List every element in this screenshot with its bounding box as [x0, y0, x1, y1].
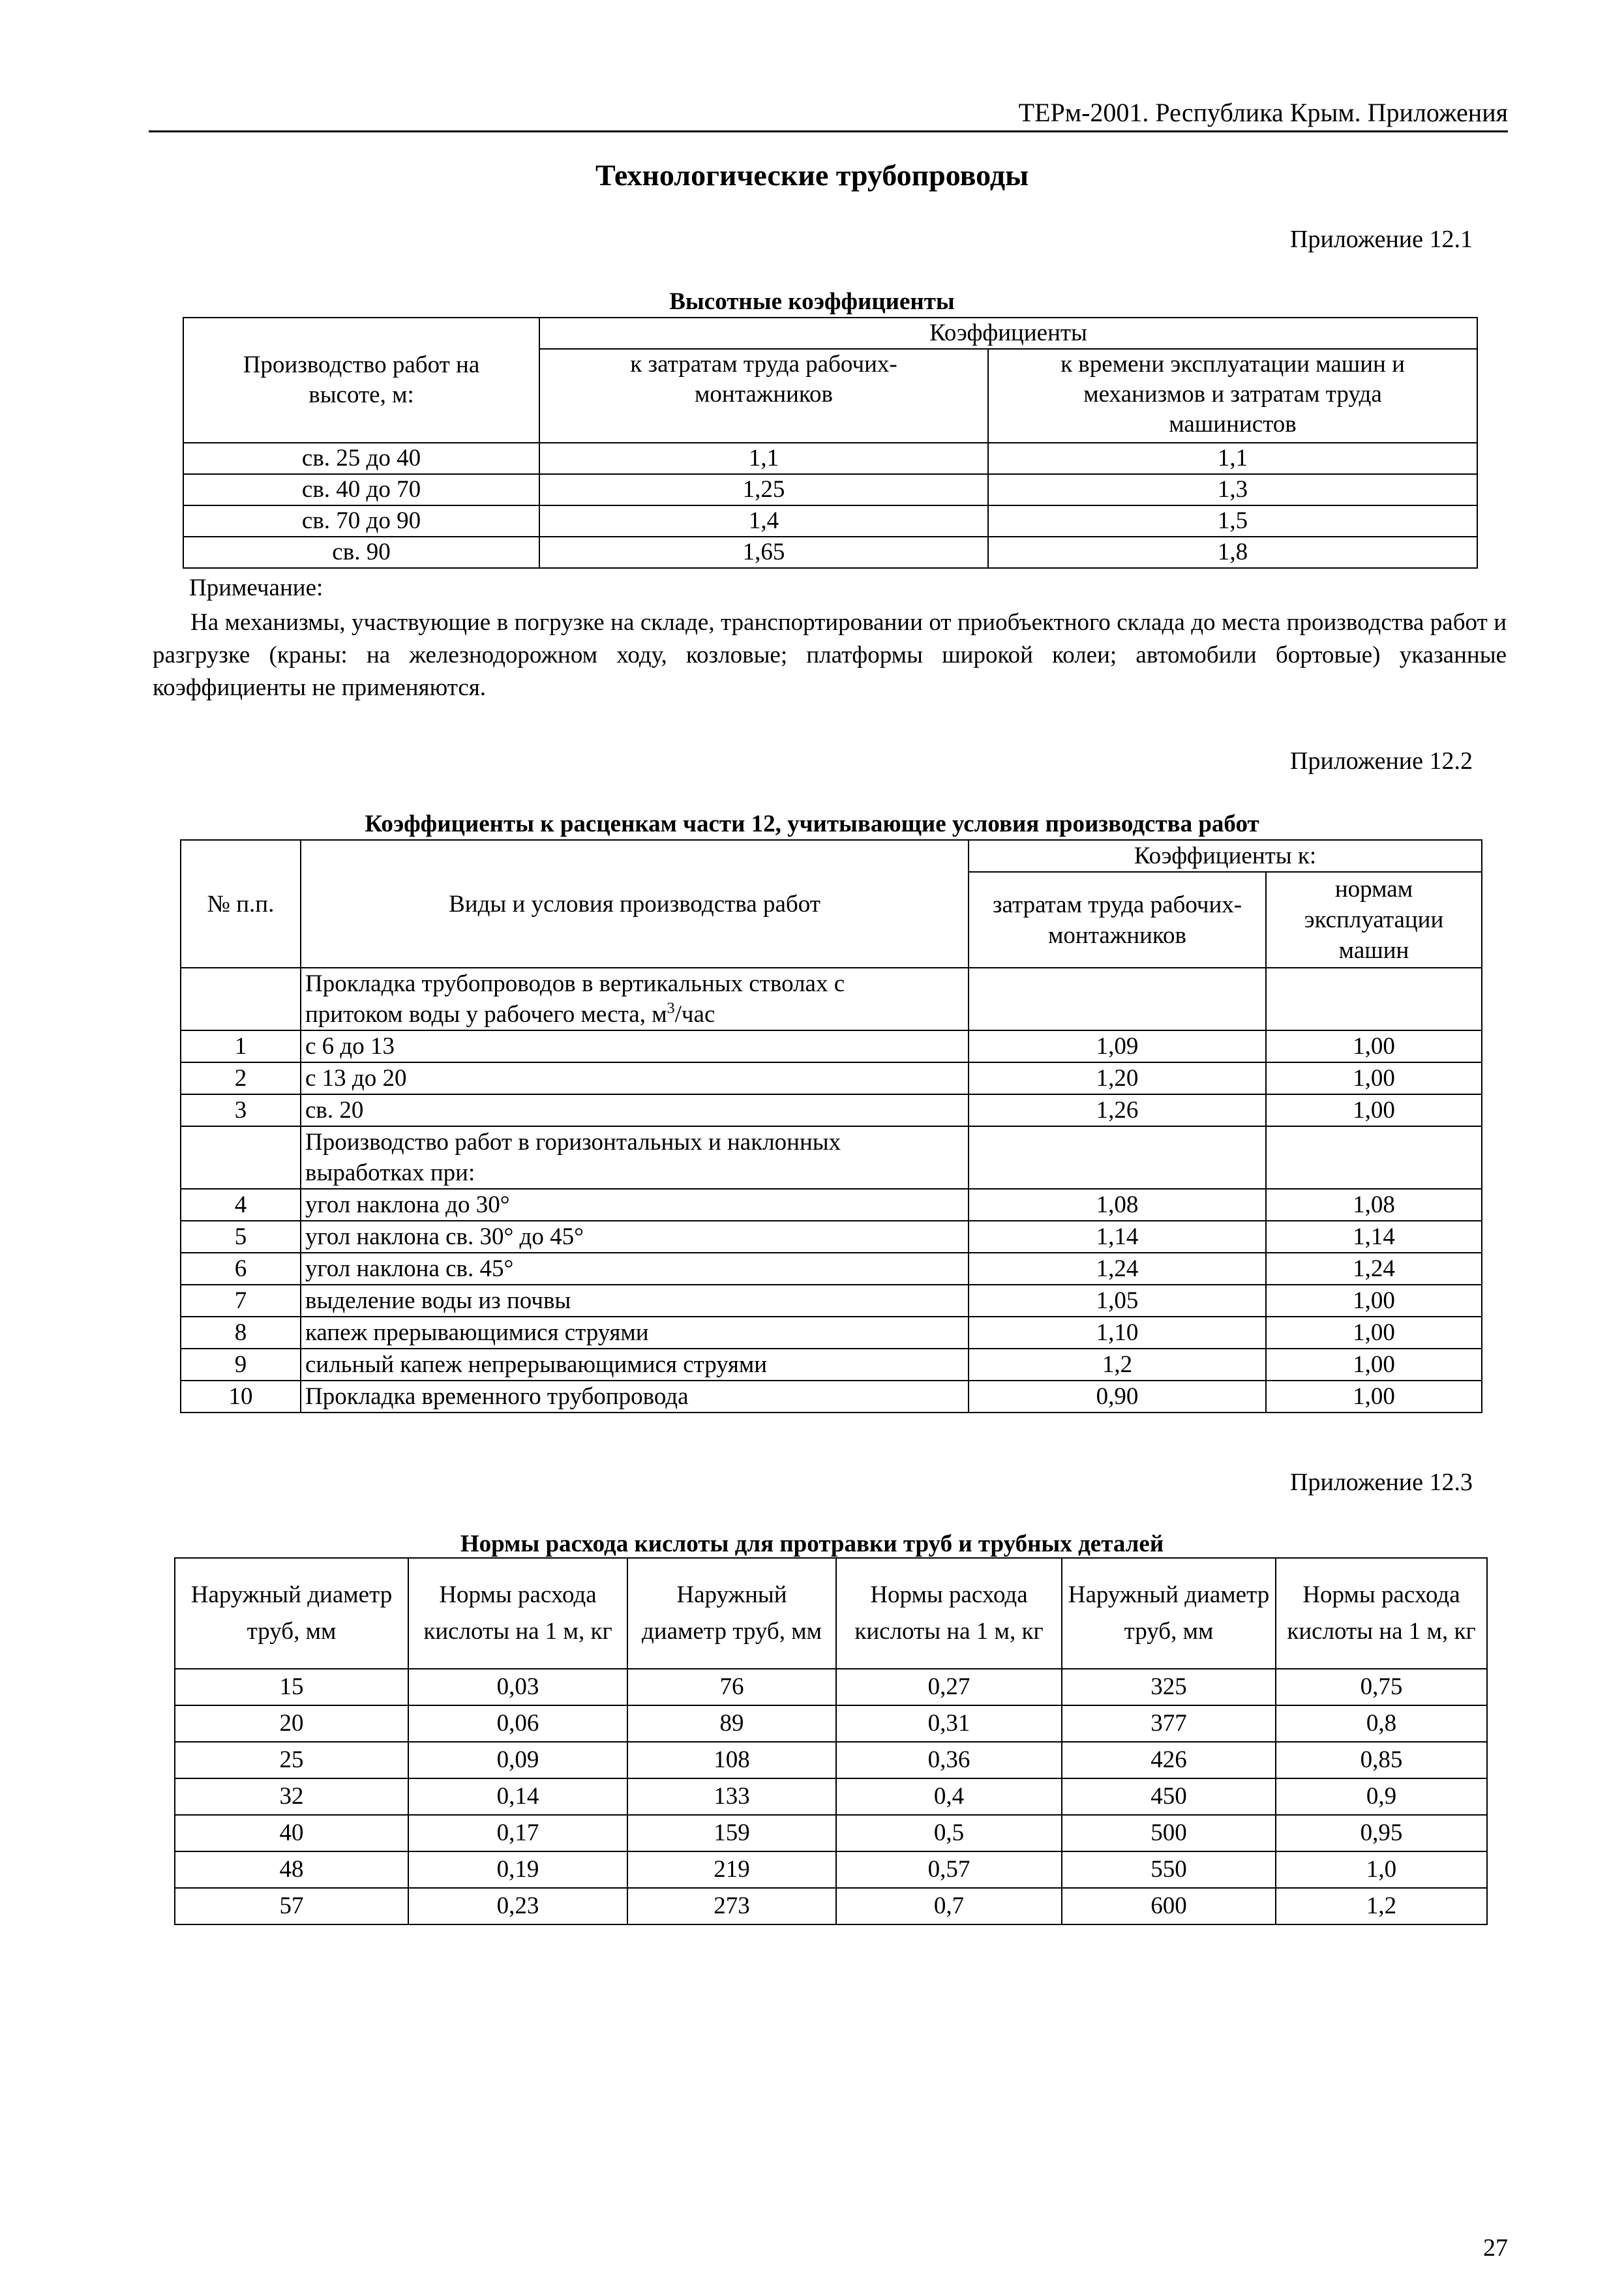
- table-cell: сильный капеж непрерывающимися струями: [301, 1349, 969, 1381]
- table-row: [175, 1669, 1487, 1705]
- table-header-cell: Нормы расхода кислоты на 1 м, кг: [836, 1558, 1062, 1669]
- table-cell: 1,24: [1266, 1253, 1482, 1285]
- table-cell: 1,00: [1266, 1285, 1482, 1317]
- table-row: [175, 1888, 1487, 1924]
- table-cell: 1,26: [969, 1094, 1266, 1126]
- table-cell: св. 90: [183, 537, 539, 568]
- note-label: Примечание:: [189, 575, 323, 601]
- table-cell: 450: [1062, 1778, 1276, 1815]
- table-cell: 25: [175, 1742, 408, 1778]
- table-cell: 108: [627, 1742, 836, 1778]
- table-row: [181, 1381, 1482, 1413]
- table-cell: 1,00: [1266, 1062, 1482, 1094]
- table-cell: 0,8: [1276, 1705, 1487, 1742]
- note-text: На механизмы, участвующие в погрузке на складе, транспортировании от приобъектного склада до места производства работ и разгрузке (краны: на железнодорожном ходу, козловые; платформы широкой колеи; автомобили бортовые) указанные коэффициенты не применяются.: [153, 609, 1507, 701]
- table-cell: 0,19: [408, 1851, 627, 1888]
- table-header-group: Коэффициенты: [539, 318, 1477, 349]
- table-cell: св. 70 до 90: [183, 505, 539, 537]
- appendix-12-2-caption: Коэффициенты к расценкам части 12, учитывающие условия производства работ: [365, 811, 1259, 837]
- table-header-cell: Виды и условия производства работ: [301, 840, 969, 968]
- table-cell: угол наклона св. 45°: [301, 1253, 969, 1285]
- section-row-label: Производство работ в горизонтальных и наклонных выработках при:: [301, 1126, 969, 1189]
- table-cell: 219: [627, 1851, 836, 1888]
- table-cell: 377: [1062, 1705, 1276, 1742]
- table-cell: 0,9: [1276, 1778, 1487, 1815]
- table-row: [183, 505, 1477, 537]
- table-cell: Прокладка временного трубопровода: [301, 1381, 969, 1413]
- table-cell: угол наклона св. 30° до 45°: [301, 1221, 969, 1253]
- table-header-cell: Нормы расхода кислоты на 1 м, кг: [408, 1558, 627, 1669]
- table-cell: 6: [181, 1253, 301, 1285]
- table-cell: 0,09: [408, 1742, 627, 1778]
- table-cell: 1: [181, 1030, 301, 1062]
- table-cell: 4: [181, 1189, 301, 1221]
- table-cell: 1,05: [969, 1285, 1266, 1317]
- table-cell: 7: [181, 1285, 301, 1317]
- appendix-12-1-caption: Высотные коэффициенты: [669, 288, 955, 315]
- height-coefficients-table: [183, 317, 1478, 569]
- table-row: [183, 474, 1477, 505]
- table-cell: 10: [181, 1381, 301, 1413]
- table-cell: 1,5: [988, 505, 1477, 537]
- table-cell: выделение воды из почвы: [301, 1285, 969, 1317]
- table-header-cell: Нормы расхода кислоты на 1 м, кг: [1276, 1558, 1487, 1669]
- table-cell: св. 25 до 40: [183, 443, 539, 474]
- acid-norms-table: [174, 1557, 1488, 1925]
- table-cell: 1,2: [1276, 1888, 1487, 1924]
- table-cell: 0,95: [1276, 1815, 1487, 1851]
- table-cell: 1,00: [1266, 1349, 1482, 1381]
- table-cell: 0,75: [1276, 1669, 1487, 1705]
- table-header-cell: Производство работ на высоте, м:: [183, 318, 539, 443]
- table-cell: 0,31: [836, 1705, 1062, 1742]
- header-rule: [149, 130, 1508, 132]
- table-row: [183, 537, 1477, 568]
- table-cell: 0,36: [836, 1742, 1062, 1778]
- table-cell: 1,2: [969, 1349, 1266, 1381]
- table-cell: 1,10: [969, 1317, 1266, 1349]
- table-cell: 1,3: [988, 474, 1477, 505]
- table-cell: 1,1: [988, 443, 1477, 474]
- table-cell: 8: [181, 1317, 301, 1349]
- table-cell: 1,24: [969, 1253, 1266, 1285]
- table-cell: 1,08: [1266, 1189, 1482, 1221]
- table-cell: 89: [627, 1705, 836, 1742]
- table-row: [181, 1253, 1482, 1285]
- work-conditions-table: [180, 839, 1482, 1413]
- table-cell: 1,0: [1276, 1851, 1487, 1888]
- table-cell: 1,09: [969, 1030, 1266, 1062]
- appendix-12-2-label: Приложение 12.2: [1290, 747, 1473, 775]
- table-cell: 9: [181, 1349, 301, 1381]
- table-header-cell: к времени эксплуатации машин и механизмов и затратам труда машинистов: [988, 349, 1477, 443]
- table-cell: 5: [181, 1221, 301, 1253]
- table-row: [175, 1851, 1487, 1888]
- document-title: Технологические трубопроводы: [595, 158, 1029, 192]
- table-row: [181, 1317, 1482, 1349]
- table-row: [181, 1062, 1482, 1094]
- table-cell: 1,00: [1266, 1317, 1482, 1349]
- table-row: [181, 1094, 1482, 1126]
- table-row: [181, 1030, 1482, 1062]
- table-cell: св. 40 до 70: [183, 474, 539, 505]
- table-row: [181, 1285, 1482, 1317]
- running-header: ТЕРм-2001. Республика Крым. Приложения: [1018, 98, 1508, 127]
- table-cell: 1,14: [969, 1221, 1266, 1253]
- table-cell: 40: [175, 1815, 408, 1851]
- table-cell: 600: [1062, 1888, 1276, 1924]
- table-header-cell: Наружный диаметр труб, мм: [1062, 1558, 1276, 1669]
- table-cell: св. 20: [301, 1094, 969, 1126]
- table-row: [175, 1705, 1487, 1742]
- table-cell: 1,8: [988, 537, 1477, 568]
- table-row: [183, 443, 1477, 474]
- table-cell: 0,85: [1276, 1742, 1487, 1778]
- table-cell: 1,08: [969, 1189, 1266, 1221]
- table-row: [181, 1221, 1482, 1253]
- table-cell: 57: [175, 1888, 408, 1924]
- page-number: 27: [1483, 2234, 1508, 2262]
- table-row: [181, 1189, 1482, 1221]
- table-cell: 325: [1062, 1669, 1276, 1705]
- table-cell: 1,00: [1266, 1030, 1482, 1062]
- table-cell: капеж прерывающимися струями: [301, 1317, 969, 1349]
- table-cell: 0,5: [836, 1815, 1062, 1851]
- table-row: [175, 1742, 1487, 1778]
- table-row: [181, 1349, 1482, 1381]
- table-row: [175, 1778, 1487, 1815]
- table-row: [175, 1815, 1487, 1851]
- appendix-12-3-label: Приложение 12.3: [1290, 1469, 1473, 1496]
- table-cell: 1,1: [539, 443, 988, 474]
- table-cell: 20: [175, 1705, 408, 1742]
- table-header-group: Коэффициенты к:: [969, 840, 1482, 872]
- table-cell: 550: [1062, 1851, 1276, 1888]
- table-cell: 0,4: [836, 1778, 1062, 1815]
- table-cell: 76: [627, 1669, 836, 1705]
- table-cell: 0,23: [408, 1888, 627, 1924]
- table-cell: 0,90: [969, 1381, 1266, 1413]
- table-cell: 1,65: [539, 537, 988, 568]
- table-cell: 1,25: [539, 474, 988, 505]
- table-cell: 0,17: [408, 1815, 627, 1851]
- table-cell: угол наклона до 30°: [301, 1189, 969, 1221]
- table-cell: 500: [1062, 1815, 1276, 1851]
- table-header-cell: к затратам труда рабочих-монтажников: [539, 349, 988, 443]
- table-cell: 1,00: [1266, 1381, 1482, 1413]
- table-cell: 32: [175, 1778, 408, 1815]
- table-cell: 1,00: [1266, 1094, 1482, 1126]
- section-row-label: Прокладка трубопроводов в вертикальных стволах с притоком воды у рабочего места, $м^3$/час: [301, 968, 969, 1030]
- table-cell: 426: [1062, 1742, 1276, 1778]
- table-cell: 15: [175, 1669, 408, 1705]
- appendix-12-1-label: Приложение 12.1: [1290, 226, 1473, 253]
- table-cell: 2: [181, 1062, 301, 1094]
- table-cell: с 6 до 13: [301, 1030, 969, 1062]
- table-cell: 159: [627, 1815, 836, 1851]
- table-header-cell: Наружный диаметр труб, мм: [175, 1558, 408, 1669]
- table-cell: 0,7: [836, 1888, 1062, 1924]
- table-cell: 1,4: [539, 505, 988, 537]
- table-cell: с 13 до 20: [301, 1062, 969, 1094]
- table-cell: 0,57: [836, 1851, 1062, 1888]
- table-cell: 1,20: [969, 1062, 1266, 1094]
- table-cell: 0,03: [408, 1669, 627, 1705]
- table-cell: 48: [175, 1851, 408, 1888]
- table-header-cell: Наружный диаметр труб, мм: [627, 1558, 836, 1669]
- table-cell: 0,14: [408, 1778, 627, 1815]
- table-cell: 0,06: [408, 1705, 627, 1742]
- table-cell: 3: [181, 1094, 301, 1126]
- table-header-cell: № п.п.: [181, 840, 301, 968]
- table-cell: 1,14: [1266, 1221, 1482, 1253]
- appendix-12-3-caption: Нормы расхода кислоты для протравки труб и трубных деталей: [460, 1531, 1164, 1557]
- table-cell: 0,27: [836, 1669, 1062, 1705]
- table-header-cell: затратам труда рабочих-монтажников: [969, 872, 1266, 968]
- table-cell: 273: [627, 1888, 836, 1924]
- table-cell: 133: [627, 1778, 836, 1815]
- table-header-cell: нормам эксплуатации машин: [1266, 872, 1482, 968]
